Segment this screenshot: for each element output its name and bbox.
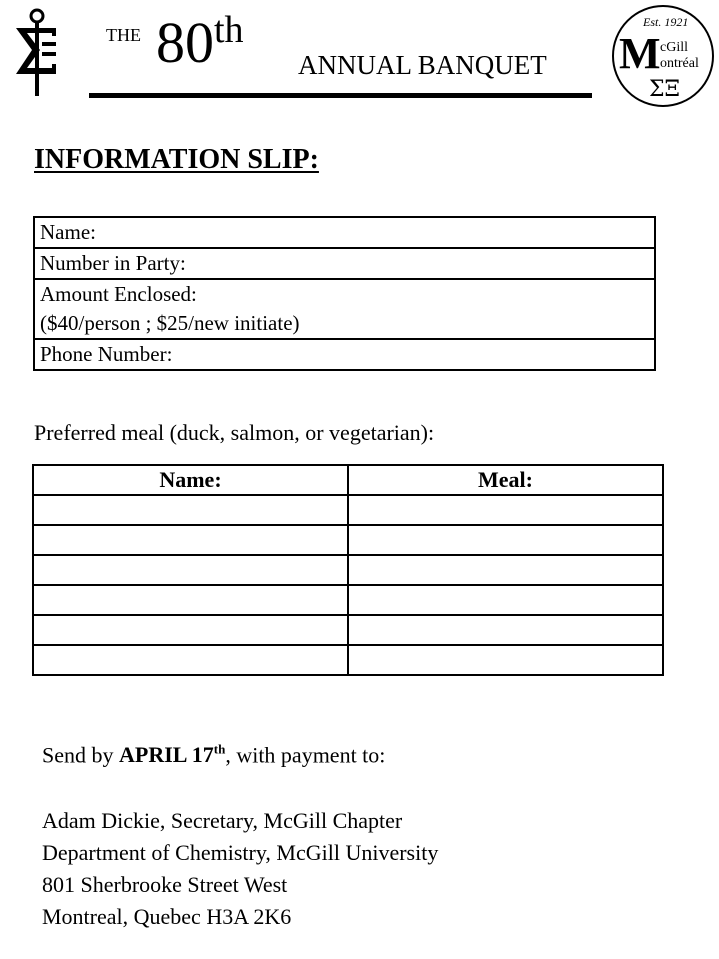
meal-table-row — [33, 615, 663, 645]
meal-table-header — [33, 465, 663, 495]
amount-label: Amount Enclosed: — [40, 282, 197, 306]
guest-meal-cell[interactable] — [348, 495, 663, 525]
seal-est-text: Est. 1921 — [643, 15, 689, 29]
mailing-address — [42, 805, 438, 933]
meal-table-row — [33, 645, 663, 675]
send-rest: , with payment to: — [225, 742, 386, 768]
meal-col-meal-header: Meal: — [348, 465, 663, 495]
guest-meal-cell[interactable] — [348, 525, 663, 555]
header-the: THE — [106, 25, 141, 45]
seal-line-2: ontréal — [660, 56, 699, 71]
header-event-title: ANNUAL BANQUET — [298, 50, 547, 80]
sigma-xi-emblem-icon — [12, 6, 62, 98]
meal-table-row — [33, 495, 663, 525]
meal-table — [32, 464, 664, 676]
meal-col-name-header: Name: — [33, 465, 348, 495]
info-row-name — [34, 217, 655, 248]
page-title: INFORMATION SLIP: — [34, 144, 319, 175]
meal-prompt: Preferred meal (duck, salmon, or vegetarian): — [34, 420, 435, 445]
send-prefix: Send by — [42, 742, 119, 768]
guest-name-cell[interactable] — [33, 645, 348, 675]
name-field[interactable] — [34, 217, 655, 248]
guest-meal-cell[interactable] — [348, 555, 663, 585]
amount-field[interactable] — [34, 279, 655, 339]
info-table — [33, 216, 656, 371]
meal-table-row — [33, 555, 663, 585]
anniversary-number: 80 — [156, 10, 214, 75]
info-row-amount — [34, 279, 655, 339]
guest-name-cell[interactable] — [33, 495, 348, 525]
seal-big-m: M — [619, 29, 661, 78]
info-row-phone — [34, 339, 655, 370]
header-anniversary-number — [156, 9, 244, 75]
seal-line-1: cGill — [660, 40, 688, 55]
seal-greek-letters: ΣΞ — [649, 77, 681, 102]
send-instructions — [42, 742, 385, 768]
phone-field[interactable] — [34, 339, 655, 370]
guest-name-cell[interactable] — [33, 525, 348, 555]
guest-meal-cell[interactable] — [348, 645, 663, 675]
meal-table-row — [33, 525, 663, 555]
deadline-date-suffix: th — [213, 742, 226, 757]
address-line: Montreal, Quebec H3A 2K6 — [42, 904, 292, 929]
anniversary-suffix: th — [214, 9, 244, 51]
guest-meal-cell[interactable] — [348, 615, 663, 645]
phone-label: Phone Number: — [40, 342, 173, 366]
party-size-label: Number in Party: — [40, 251, 186, 275]
mcgill-chapter-seal — [609, 4, 717, 108]
name-label: Name: — [40, 220, 96, 244]
party-size-field[interactable] — [34, 248, 655, 279]
deadline-date: APRIL 17th — [119, 742, 226, 768]
meal-table-row — [33, 585, 663, 615]
amount-note: ($40/person ; $25/new initiate) — [40, 311, 300, 335]
header-rule — [89, 93, 592, 98]
address-line: Department of Chemistry, McGill University — [42, 840, 439, 865]
address-line: Adam Dickie, Secretary, McGill Chapter — [42, 808, 403, 833]
guest-name-cell[interactable] — [33, 615, 348, 645]
guest-name-cell[interactable] — [33, 585, 348, 615]
guest-meal-cell[interactable] — [348, 585, 663, 615]
info-row-party — [34, 248, 655, 279]
address-line: 801 Sherbrooke Street West — [42, 872, 288, 897]
guest-name-cell[interactable] — [33, 555, 348, 585]
